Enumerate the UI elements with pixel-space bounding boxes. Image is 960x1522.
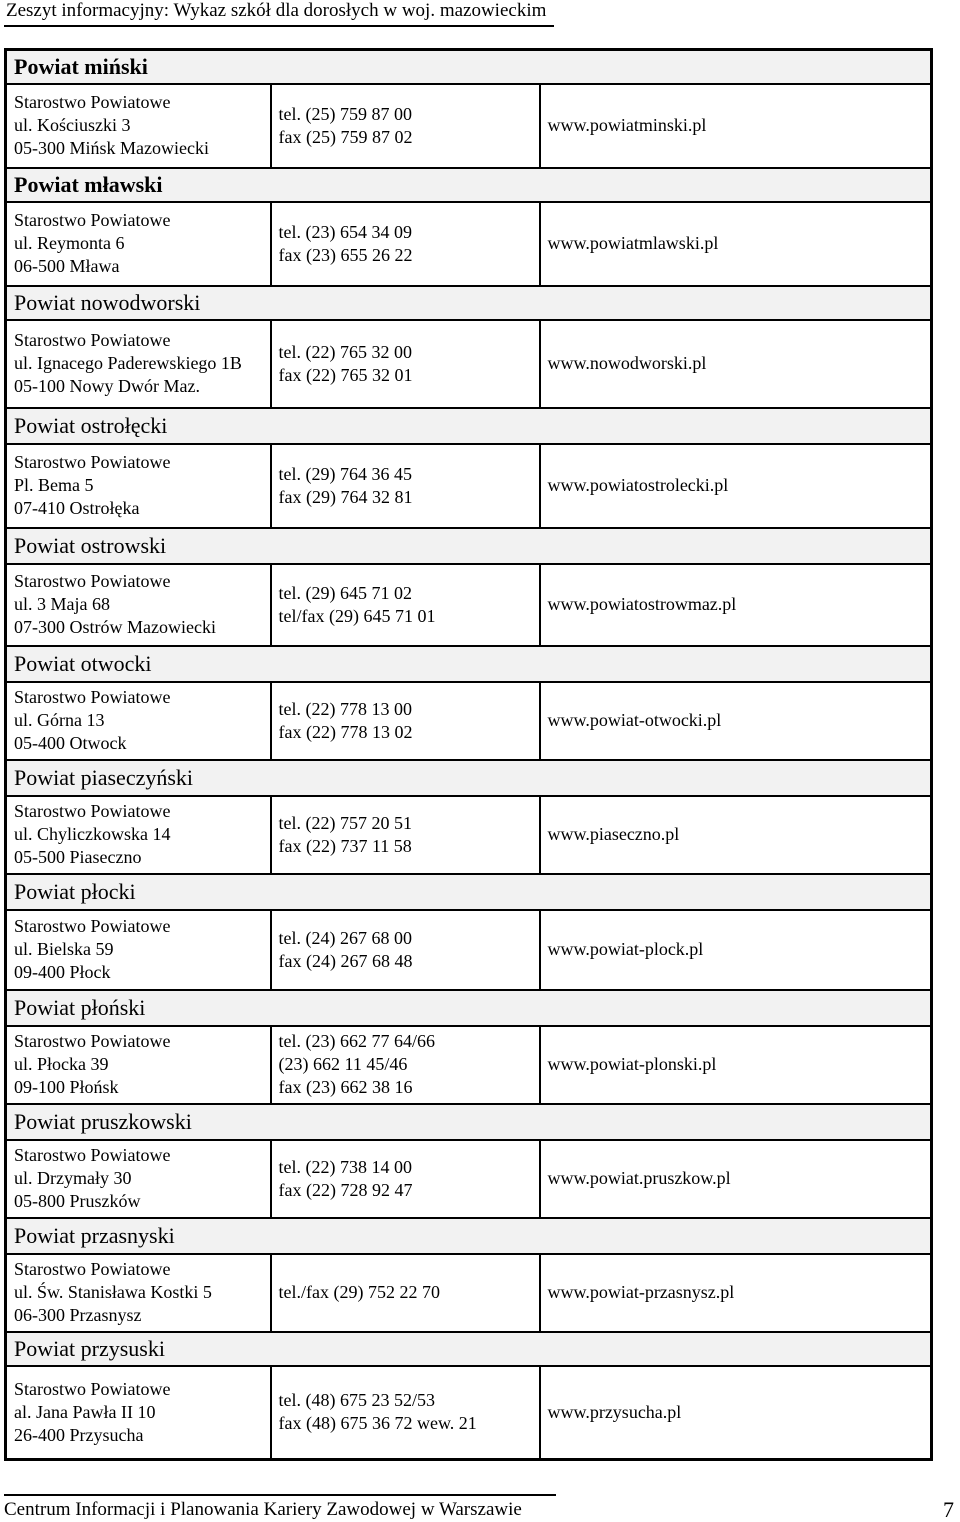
address-line: 07-300 Ostrów Mazowiecki (14, 617, 216, 637)
contact-cell (271, 682, 540, 760)
contact-line: fax (22) 728 92 47 (278, 1179, 413, 1200)
address-line: Starostwo Powiatowe (14, 1031, 171, 1051)
powiat-name: Powiat pruszkowski (6, 1104, 932, 1140)
address-line: 05-100 Nowy Dwór Maz. (14, 376, 200, 396)
contact-cell (271, 1026, 540, 1104)
website-link[interactable]: www.przysucha.pl (547, 1401, 682, 1422)
powiat-details-row (6, 84, 932, 168)
address-line: 05-800 Pruszków (14, 1191, 141, 1211)
contact-cell (271, 202, 540, 286)
contact-cell (271, 564, 540, 646)
address-line: al. Jana Pawła II 10 (14, 1401, 156, 1422)
footer-divider (4, 1494, 556, 1496)
website-cell (540, 1254, 932, 1332)
address-cell (6, 202, 271, 286)
website-link[interactable]: www.powiat-plonski.pl (547, 1054, 717, 1074)
powiat-header-row (6, 528, 932, 564)
address-line: ul. Ignacego Paderewskiego 1B (14, 353, 242, 373)
contact-cell (271, 796, 540, 874)
powiat-header-row (6, 1332, 932, 1366)
contact-line: tel. (23) 654 34 09 (278, 221, 412, 242)
address-cell (6, 320, 271, 408)
address-line: 06-300 Przasnysz (14, 1305, 142, 1325)
contact-cell (271, 320, 540, 408)
powiat-details-row (6, 1140, 932, 1218)
contact-line: tel. (29) 764 36 45 (278, 463, 412, 484)
address-cell (6, 682, 271, 760)
address-line: 06-500 Mława (14, 256, 120, 276)
website-cell (540, 202, 932, 286)
powiat-details-row (6, 564, 932, 646)
address-line: Starostwo Powiatowe (14, 687, 171, 707)
website-cell (540, 796, 932, 874)
powiat-header-row (6, 286, 932, 320)
address-cell (6, 910, 271, 990)
address-cell (6, 444, 271, 528)
powiat-header-row (6, 990, 932, 1026)
powiat-name: Powiat nowodworski (6, 286, 932, 320)
contact-line: fax (29) 764 32 81 (278, 486, 413, 507)
address-line: ul. Górna 13 (14, 710, 105, 730)
powiat-details-row (6, 444, 932, 528)
powiat-name: Powiat mławski (6, 168, 932, 202)
powiat-header-row (6, 408, 932, 444)
website-link[interactable]: www.powiatostrolecki.pl (547, 475, 729, 495)
address-line: Starostwo Powiatowe (14, 452, 171, 472)
contact-line: fax (22) 737 11 58 (278, 835, 412, 856)
powiat-table (4, 48, 933, 1461)
address-line: 26-400 Przysucha (14, 1424, 144, 1445)
page-footer: Centrum Informacji i Planowania Kariery Zawodowej w Warszawie (4, 1499, 522, 1520)
powiat-name: Powiat przasnyski (6, 1218, 932, 1254)
powiat-details-row (6, 910, 932, 990)
powiat-name: Powiat otwocki (6, 646, 932, 682)
contact-line: fax (23) 662 38 16 (278, 1077, 413, 1097)
contact-line: tel. (29) 645 71 02 (278, 582, 412, 603)
website-cell (540, 1026, 932, 1104)
address-line: 05-500 Piaseczno (14, 847, 142, 867)
powiat-name: Powiat piaseczyński (6, 760, 932, 796)
contact-line: tel. (25) 759 87 00 (278, 103, 412, 124)
contact-line: tel. (22) 738 14 00 (278, 1156, 412, 1177)
website-cell (540, 320, 932, 408)
address-cell (6, 564, 271, 646)
address-line: 07-410 Ostrołęka (14, 498, 140, 518)
website-cell (540, 564, 932, 646)
address-line: ul. Reymonta 6 (14, 233, 125, 253)
contact-line: fax (48) 675 36 72 wew. 21 (278, 1413, 477, 1434)
website-link[interactable]: www.powiatminski.pl (547, 115, 707, 135)
contact-line: tel. (24) 267 68 00 (278, 927, 412, 948)
website-cell (540, 682, 932, 760)
powiat-name: Powiat ostrołęcki (6, 408, 932, 444)
address-line: Pl. Bema 5 (14, 475, 94, 495)
contact-line: fax (22) 778 13 02 (278, 721, 413, 742)
website-link[interactable]: www.nowodworski.pl (547, 353, 707, 373)
powiat-details-row (6, 202, 932, 286)
address-line: Starostwo Powiatowe (14, 1145, 171, 1165)
powiat-details-row (6, 796, 932, 874)
powiat-name: Powiat miński (6, 50, 932, 84)
address-line: ul. Kościuszki 3 (14, 115, 131, 135)
contact-line: fax (22) 765 32 01 (278, 364, 413, 385)
contact-line: fax (25) 759 87 02 (278, 126, 413, 147)
page-number: 7 (943, 1497, 954, 1522)
address-line: ul. Bielska 59 (14, 939, 114, 959)
address-cell (6, 796, 271, 874)
powiat-details-row (6, 320, 932, 408)
page-header: Zeszyt informacyjny: Wykaz szkół dla dorosłych w woj. mazowieckim (6, 0, 547, 21)
address-cell (6, 1026, 271, 1104)
contact-cell (271, 1140, 540, 1218)
website-cell (540, 84, 932, 168)
powiat-details-row (6, 1254, 932, 1332)
powiat-name: Powiat ostrowski (6, 528, 932, 564)
address-cell (6, 1254, 271, 1332)
address-line: ul. Płocka 39 (14, 1054, 109, 1074)
contact-line: tel. (22) 778 13 00 (278, 698, 412, 719)
website-link[interactable]: www.powiatmlawski.pl (547, 233, 719, 253)
website-cell (540, 444, 932, 528)
address-line: Starostwo Powiatowe (14, 571, 171, 591)
website-link[interactable]: www.powiat.pruszkow.pl (547, 1168, 731, 1188)
powiat-details-row (6, 682, 932, 760)
header-divider (4, 25, 554, 27)
contact-line: tel. (22) 765 32 00 (278, 341, 412, 362)
powiat-details-row (6, 1026, 932, 1104)
powiat-name: Powiat przysuski (6, 1332, 932, 1366)
powiat-header-row (6, 760, 932, 796)
powiat-name: Powiat płoński (6, 990, 932, 1026)
powiat-header-row (6, 1218, 932, 1254)
address-line: Starostwo Powiatowe (14, 1259, 171, 1279)
powiat-header-row (6, 874, 932, 910)
contact-line: tel. (22) 757 20 51 (278, 812, 412, 833)
website-link[interactable]: www.powiatostrowmaz.pl (547, 594, 737, 614)
contact-line: tel. (23) 662 77 64/66 (278, 1031, 435, 1051)
address-cell (6, 84, 271, 168)
website-cell (540, 910, 932, 990)
address-line: ul. Św. Stanisława Kostki 5 (14, 1282, 212, 1302)
address-line: 09-400 Płock (14, 962, 111, 982)
address-line: Starostwo Powiatowe (14, 1378, 171, 1399)
address-line: Starostwo Powiatowe (14, 210, 171, 230)
contact-line: fax (23) 655 26 22 (278, 244, 413, 265)
website-link[interactable]: www.piaseczno.pl (547, 824, 680, 844)
address-cell (6, 1140, 271, 1218)
contact-cell (271, 444, 540, 528)
contact-line: tel. (48) 675 23 52/53 (278, 1390, 435, 1411)
website-link[interactable]: www.powiat-plock.pl (547, 939, 704, 959)
powiat-header-row (6, 1104, 932, 1140)
contact-line: fax (24) 267 68 48 (278, 950, 413, 971)
address-line: Starostwo Powiatowe (14, 801, 171, 821)
powiat-details-row (6, 1366, 932, 1460)
powiat-header-row (6, 50, 932, 84)
address-line: 05-300 Mińsk Mazowiecki (14, 138, 209, 158)
address-line: ul. Chyliczkowska 14 (14, 824, 171, 844)
contact-line: (23) 662 11 45/46 (278, 1054, 408, 1074)
address-line: Starostwo Powiatowe (14, 92, 171, 112)
website-cell (540, 1140, 932, 1218)
contact-line: tel./fax (29) 752 22 70 (278, 1282, 440, 1302)
address-line: 09-100 Płońsk (14, 1077, 119, 1097)
contact-line: tel/fax (29) 645 71 01 (278, 605, 436, 626)
address-line: Starostwo Powiatowe (14, 330, 171, 350)
address-line: ul. Drzymały 30 (14, 1168, 132, 1188)
contact-cell (271, 1254, 540, 1332)
contact-cell (271, 1366, 540, 1460)
website-cell (540, 1366, 932, 1460)
address-line: ul. 3 Maja 68 (14, 594, 110, 614)
powiat-header-row (6, 646, 932, 682)
powiat-name: Powiat płocki (6, 874, 932, 910)
powiat-header-row (6, 168, 932, 202)
address-line: Starostwo Powiatowe (14, 916, 171, 936)
website-link[interactable]: www.powiat-otwocki.pl (547, 710, 722, 730)
address-cell (6, 1366, 271, 1460)
website-link[interactable]: www.powiat-przasnysz.pl (547, 1282, 735, 1302)
address-line: 05-400 Otwock (14, 733, 127, 753)
contact-cell (271, 84, 540, 168)
contact-cell (271, 910, 540, 990)
